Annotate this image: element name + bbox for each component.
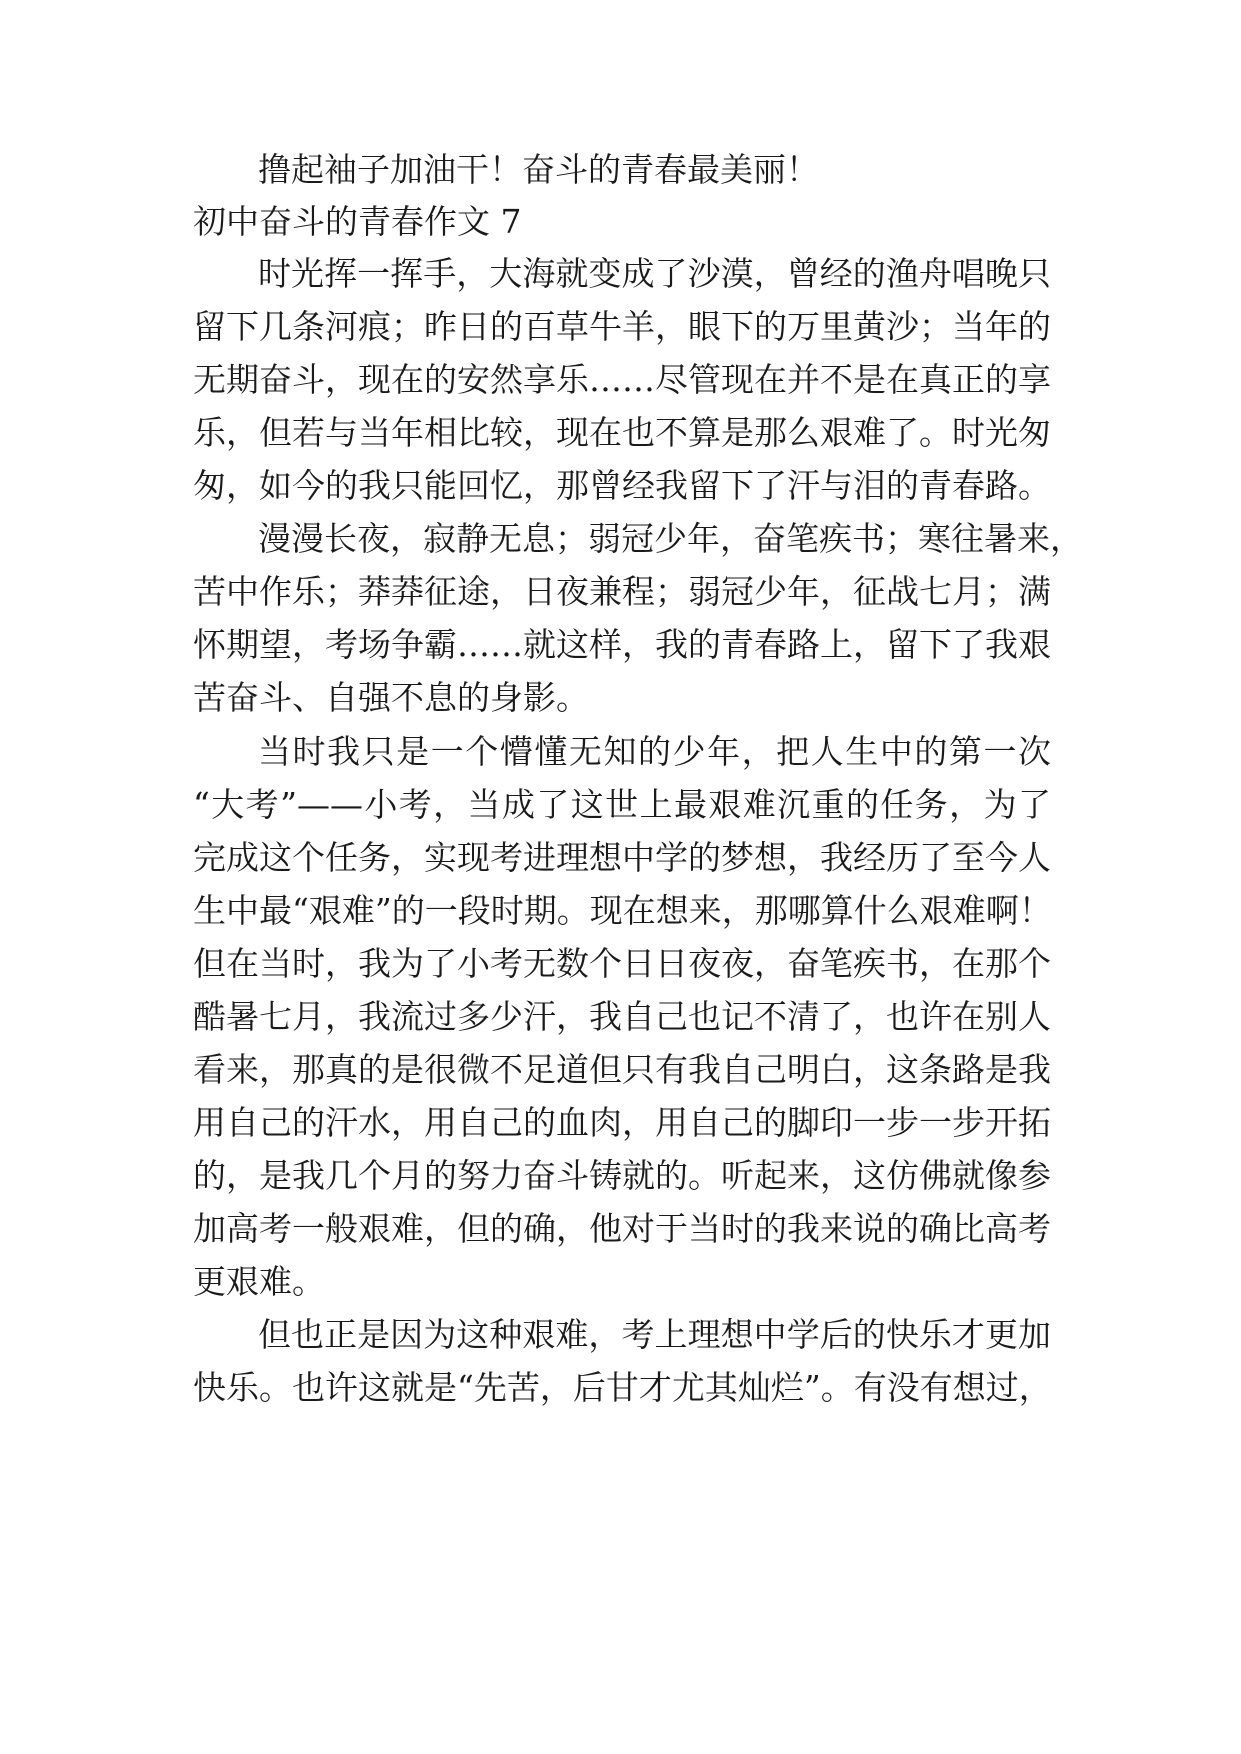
paragraph-line: 怀期望，考场争霸……就这样，我的青春路上，留下了我艰 <box>193 625 1051 664</box>
paragraph-line: 酷暑七月，我流过多少汗，我自己也记不清了，也许在别人 <box>193 997 1051 1036</box>
paragraph-line: 苦奋斗、自强不息的身影。 <box>193 678 589 717</box>
paragraph-line: 看来，那真的是很微不足道但只有我自己明白，这条路是我 <box>193 1050 1051 1089</box>
paragraph-line: 时光挥一挥手，大海就变成了沙漠，曾经的渔舟唱晚只 <box>258 254 1051 293</box>
paragraph-line: 当时我只是一个懵懂无知的少年，把人生中的第一次 <box>258 732 1051 771</box>
paragraph-line: 快乐。也许这就是“先苦，后甘才尤其灿烂”。有没有想过， <box>193 1368 1052 1407</box>
paragraph-line: 更艰难。 <box>193 1262 325 1301</box>
paragraph-line: “大考”——小考，当成了这世上最艰难沉重的任务，为了 <box>193 785 1051 824</box>
paragraph-line: 但在当时，我为了小考无数个日日夜夜，奋笔疾书，在那个 <box>193 944 1051 983</box>
paragraph-line: 的，是我几个月的努力奋斗铸就的。听起来，这仿佛就像参 <box>193 1156 1051 1195</box>
paragraph-line: 生中最“艰难”的一段时期。现在想来，那哪算什么艰难啊！ <box>193 891 1052 930</box>
closing-line: 撸起袖子加油干！奋斗的青春最美丽！ <box>258 150 819 189</box>
section-heading: 初中奋斗的青春作文 7 <box>193 202 522 241</box>
paragraph-line: 漫漫长夜，寂静无息；弱冠少年，奋笔疾书；寒往暑来， <box>258 519 1083 558</box>
paragraph-line: 匆，如今的我只能回忆，那曾经我留下了汗与泪的青春路。 <box>193 466 1051 505</box>
paragraph-line: 加高考一般艰难，但的确，他对于当时的我来说的确比高考 <box>193 1209 1051 1248</box>
paragraph-line: 无期奋斗，现在的安然享乐……尽管现在并不是在真正的享 <box>193 360 1051 399</box>
paragraph-line: 用自己的汗水，用自己的血肉，用自己的脚印一步一步开拓 <box>193 1103 1051 1142</box>
paragraph-line: 乐，但若与当年相比较，现在也不算是那么艰难了。时光匆 <box>193 413 1051 452</box>
paragraph-line: 留下几条河痕；昨日的百草牛羊，眼下的万里黄沙；当年的 <box>193 307 1051 346</box>
paragraph-line: 完成这个任务，实现考进理想中学的梦想，我经历了至今人 <box>193 838 1051 877</box>
paragraph-line: 但也正是因为这种艰难，考上理想中学后的快乐才更加 <box>258 1315 1051 1354</box>
paragraph-line: 苦中作乐；莽莽征途，日夜兼程；弱冠少年，征战七月；满 <box>193 572 1051 611</box>
